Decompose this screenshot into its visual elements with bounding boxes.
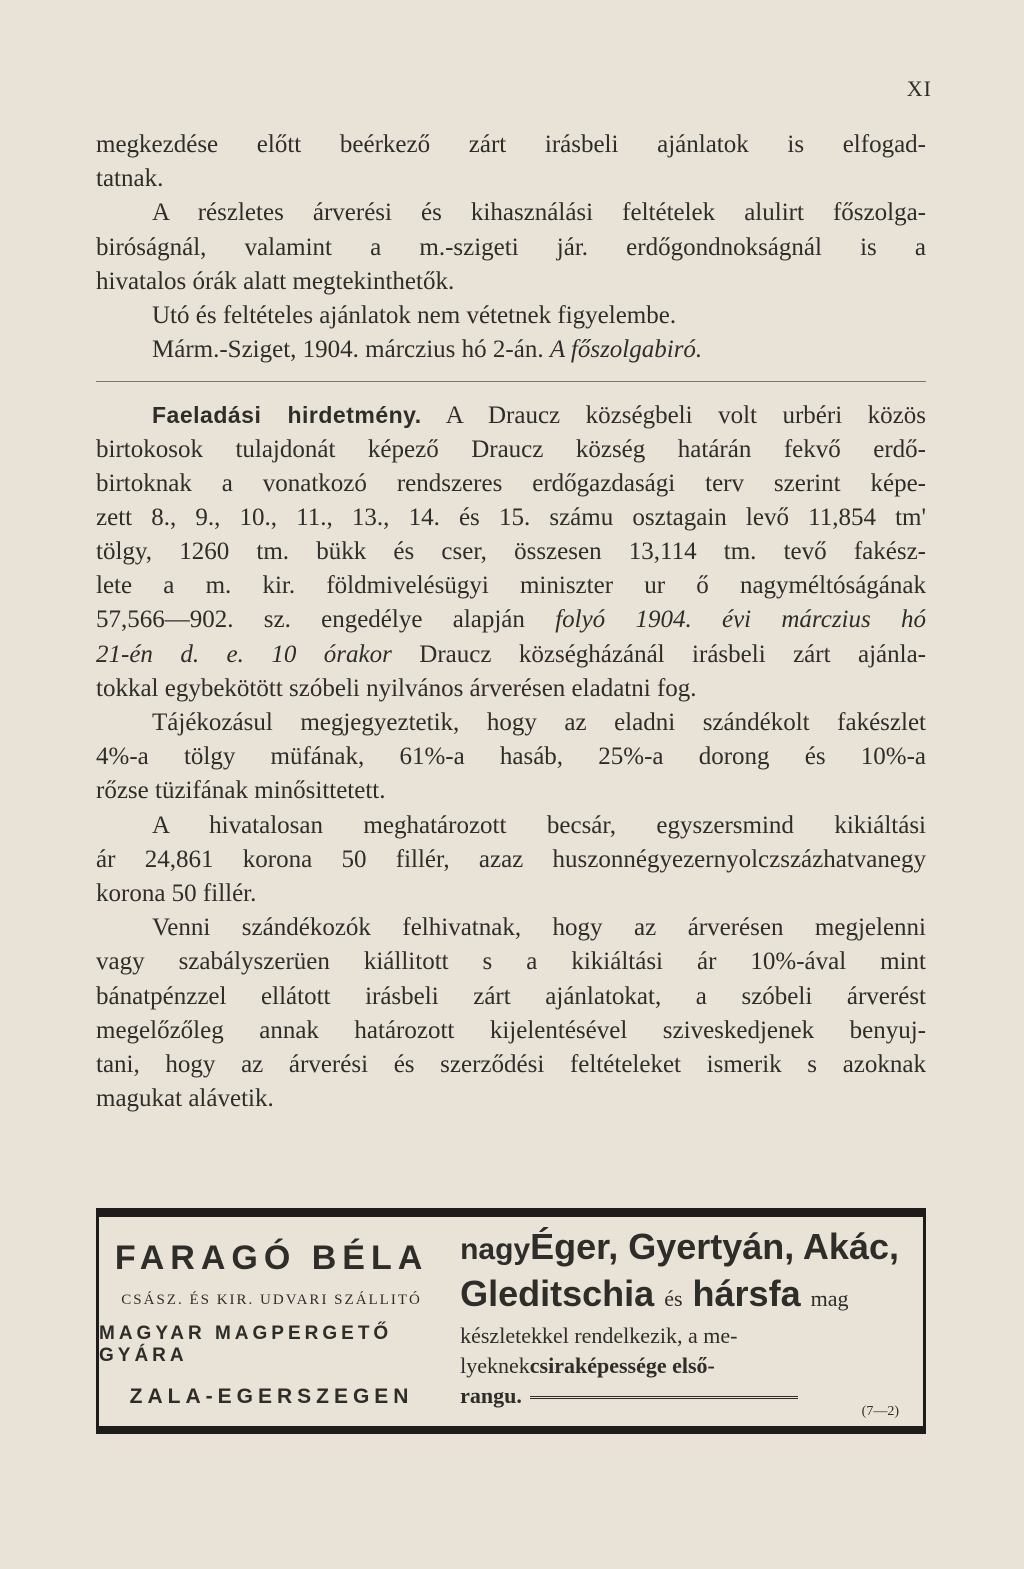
advert-seeds-line-2	[460, 1272, 899, 1321]
advert-subtitle: CSÁSZ. ÉS KIR. UDVARI SZÁLLITÓ	[121, 1291, 422, 1308]
notice-text: Draucz községházánál irásbeli zárt ajánla-	[419, 640, 926, 668]
paragraph-line: vagy szabályszerüen kiállitott s a kikiáltási ár 10%-ával mint	[96, 948, 926, 976]
auction-time: 21-én d. e. 10 órakor	[96, 640, 392, 668]
paragraph-line: 4%-a tölgy müfának, 61%-a hasáb, 25%-a dorong és 10%-a	[96, 743, 926, 771]
advert-dash-rule	[530, 1396, 798, 1399]
advertisement-box	[96, 1208, 926, 1434]
paragraph-line: tatnak.	[96, 165, 164, 193]
advert-text-line: készletekkel rendelkezik, a me-	[460, 1323, 738, 1348]
paragraph-line: Utó és feltételes ajánlatok nem vétetnek figyelembe.	[152, 301, 677, 329]
signature-line	[96, 333, 926, 367]
advert-factory: MAGYAR MAGPERGETŐ GYÁRA	[99, 1322, 393, 1366]
paragraph-line: A hivatalosan meghatározott becsár, egyszersmind kikiáltási	[152, 811, 926, 839]
advert-right-panel	[444, 1217, 923, 1426]
paragraph-line: Tájékozásul megjegyeztetik, hogy az eladni szándékolt fakészlet	[152, 709, 926, 736]
advert-word-mag: mag	[810, 1286, 849, 1311]
notice-heading: Faeladási hirdetmény.	[152, 402, 422, 429]
paragraph-line: A részletes árverési és kihasználási feltételek alulirt főszolga-	[152, 199, 926, 227]
notice-text: 57,566—902. sz. engedélye alapján	[96, 606, 525, 634]
advert-seed-harsfa: hársfa	[692, 1273, 801, 1314]
advert-word-and: és	[664, 1286, 683, 1311]
paragraph-line: lete a m. kir. földmivelésügyi miniszter ur ő nagyméltóságának	[96, 572, 926, 600]
paragraph-line: hivatalos órák alatt megtekinthetők.	[96, 267, 455, 295]
advert-left-panel	[99, 1217, 444, 1426]
notice-text: A Draucz községbeli volt urbéri közös	[445, 402, 926, 430]
paragraph-line: birtokosok tulajdonát képező Draucz község határán fekvő erdő-	[96, 435, 926, 463]
advert-seeds-line-1	[460, 1225, 899, 1272]
paragraph-line: bánatpénzzel ellátott irásbeli zárt ajánlatokat, a szóbeli árverést	[96, 982, 926, 1010]
advert-word-nagy: nagy	[460, 1233, 531, 1266]
advert-company-name: FARAGÓ BÉLA	[114, 1238, 429, 1277]
auction-date: folyó 1904. évi márczius hó	[555, 606, 926, 634]
advert-text: lyeknek	[460, 1353, 530, 1378]
paragraph-line	[96, 603, 926, 637]
advert-quality: rangu.	[460, 1383, 522, 1408]
signature-place-date: Márm.-Sziget, 1904. márczius hó 2-án.	[152, 336, 544, 364]
paragraph-line: biróságnál, valamint a m.-szigeti jár. erdőgondnokságnál is a	[96, 233, 926, 261]
paragraph-line: birtoknak a vonatkozó rendszeres erdőgazdasági terv szerint képe-	[96, 469, 926, 497]
text-column	[96, 128, 926, 1116]
advert-code: (7—2)	[861, 1404, 899, 1419]
advert-text-line	[460, 1381, 899, 1411]
paragraph-line: Venni szándékozók felhivatnak, hogy az árverésen megjelenni	[152, 914, 926, 942]
page-number: XI	[906, 76, 932, 101]
paragraph-line: korona 50 fillér.	[96, 879, 257, 907]
paragraph-line: megelőzőleg annak határozott kijelentésével sziveskedjenek benyuj-	[96, 1016, 926, 1044]
paragraph-line: tölgy, 1260 tm. bükk és cser, összesen 13,114 tm. tevő fakész-	[96, 538, 926, 566]
paragraph-line: zett 8., 9., 10., 11., 13., 14. és 15. számu osztagain levő 11,854 tm'	[96, 503, 926, 531]
paragraph-line	[96, 638, 926, 672]
notice-first-line	[96, 398, 926, 432]
advert-seed-gleditschia: Gleditschia	[460, 1273, 655, 1314]
advert-town: ZALA-EGERSZEGEN	[129, 1384, 414, 1408]
advert-text-line	[460, 1351, 899, 1381]
paragraph-line: megkezdése előtt beérkező zárt irásbeli ajánlatok is elfogad-	[96, 131, 926, 158]
section-divider	[96, 381, 926, 382]
paragraph-line: tani, hogy az árverési és szerződési feltételeket ismerik s azoknak	[96, 1050, 926, 1078]
paragraph-line: ár 24,861 korona 50 fillér, azaz huszonnégyezernyolczszázhatvanegy	[96, 845, 926, 873]
paragraph-line: magukat alávetik.	[96, 1085, 274, 1113]
advert-seed-types: Éger, Gyertyán, Akác,	[530, 1226, 899, 1267]
signature-signer: A főszolgabiró.	[549, 336, 703, 364]
paragraph-line: rőzse tüzifának minősittetett.	[96, 777, 386, 805]
advert-germination: csiraképessége első-	[529, 1353, 715, 1378]
paragraph-line: tokkal egybekötött szóbeli nyilvános árverésen eladatni fog.	[96, 674, 697, 702]
